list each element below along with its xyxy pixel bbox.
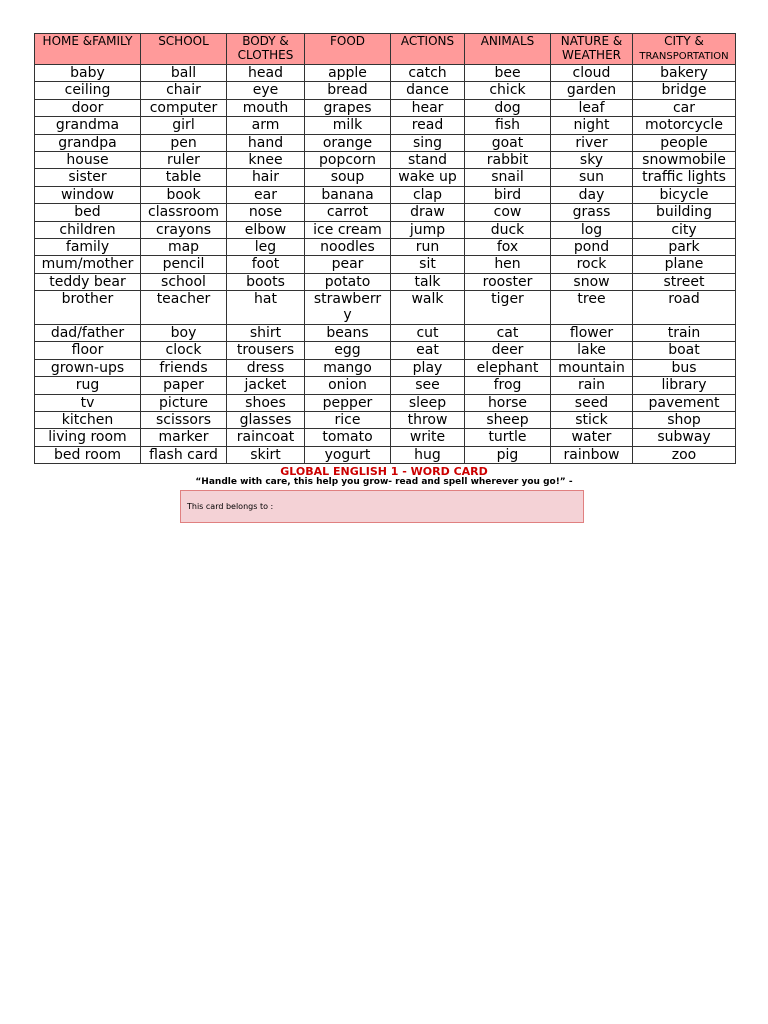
table-row [35, 377, 736, 394]
table-row [35, 169, 736, 186]
owner-label: This card belongs to : [187, 502, 274, 511]
word-cell: noodles [305, 238, 391, 255]
word-cell: cut [391, 325, 465, 342]
word-cell: family [35, 238, 141, 255]
word-cell: sit [391, 256, 465, 273]
word-cell: arm [227, 117, 305, 134]
word-cell: baby [35, 65, 141, 82]
word-cell: chair [141, 82, 227, 99]
word-cell: clock [141, 342, 227, 359]
word-cell: seed [551, 394, 633, 411]
word-cell: elephant [465, 359, 551, 376]
column-header-school [141, 34, 227, 65]
column-header-label: FOOD [329, 34, 366, 48]
word-list-table [34, 33, 736, 464]
word-cell: river [551, 134, 633, 151]
header-row [35, 34, 736, 65]
table-row [35, 325, 736, 342]
table-row [35, 342, 736, 359]
word-cell: see [391, 377, 465, 394]
word-cell: raincoat [227, 429, 305, 446]
word-cell: pear [305, 256, 391, 273]
word-cell: mum/mother [35, 256, 141, 273]
table-row [35, 134, 736, 151]
word-cell: bridge [633, 82, 736, 99]
column-header-label-line2: CLOTHES [237, 48, 294, 62]
word-cell: map [141, 238, 227, 255]
word-cell: subway [633, 429, 736, 446]
word-cell: onion [305, 377, 391, 394]
word-cell: hug [391, 446, 465, 463]
word-cell: eye [227, 82, 305, 99]
column-header-home-family [35, 34, 141, 65]
word-cell: house [35, 151, 141, 168]
word-cell: computer [141, 99, 227, 116]
word-cell: mango [305, 359, 391, 376]
column-header-label-line2: WEATHER [562, 48, 621, 62]
word-cell: rice [305, 412, 391, 429]
word-cell: window [35, 186, 141, 203]
card-quote: “Handle with care, this help you grow- read and spell wherever you go!” - [195, 477, 573, 487]
word-cell: ice cream [305, 221, 391, 238]
word-cell: lake [551, 342, 633, 359]
word-cell: girl [141, 117, 227, 134]
word-cell: potato [305, 273, 391, 290]
word-list-body [35, 65, 736, 464]
word-cell: city [633, 221, 736, 238]
column-header-label-line1: CITY & [664, 34, 704, 48]
column-header-label: ANIMALS [480, 34, 535, 48]
word-cell: book [141, 186, 227, 203]
word-cell: plane [633, 256, 736, 273]
word-cell: park [633, 238, 736, 255]
word-cell: bee [465, 65, 551, 82]
word-cell: wake up [391, 169, 465, 186]
word-cell: hand [227, 134, 305, 151]
word-cell: door [35, 99, 141, 116]
word-cell: sleep [391, 394, 465, 411]
word-cell: clap [391, 186, 465, 203]
word-cell: log [551, 221, 633, 238]
word-cell: bed [35, 204, 141, 221]
word-cell: dad/father [35, 325, 141, 342]
word-cell: night [551, 117, 633, 134]
table-row [35, 117, 736, 134]
word-cell: stand [391, 151, 465, 168]
word-cell: bicycle [633, 186, 736, 203]
word-cell: people [633, 134, 736, 151]
word-cell: sheep [465, 412, 551, 429]
word-cell: dress [227, 359, 305, 376]
table-row [35, 359, 736, 376]
word-cell: picture [141, 394, 227, 411]
column-header-label: HOME &FAMILY [42, 34, 133, 48]
word-cell: soup [305, 169, 391, 186]
word-cell: snowmobile [633, 151, 736, 168]
word-cell: ball [141, 65, 227, 82]
word-cell: bus [633, 359, 736, 376]
word-cell: read [391, 117, 465, 134]
word-cell: stick [551, 412, 633, 429]
word-cell: dog [465, 99, 551, 116]
word-cell: apple [305, 65, 391, 82]
word-cell: motorcycle [633, 117, 736, 134]
word-cell: grandma [35, 117, 141, 134]
word-cell: frog [465, 377, 551, 394]
table-row [35, 204, 736, 221]
word-cell: pig [465, 446, 551, 463]
word-cell: elbow [227, 221, 305, 238]
word-cell: sky [551, 151, 633, 168]
column-header-animals [465, 34, 551, 65]
word-cell: bread [305, 82, 391, 99]
word-cell: grass [551, 204, 633, 221]
word-cell: play [391, 359, 465, 376]
column-header-label: SCHOOL [158, 34, 209, 48]
word-cell: kitchen [35, 412, 141, 429]
table-row [35, 429, 736, 446]
table-row [35, 238, 736, 255]
word-cell: popcorn [305, 151, 391, 168]
word-cell: boy [141, 325, 227, 342]
column-header-food [305, 34, 391, 65]
column-header-label-line1: BODY & [242, 34, 289, 48]
word-cell: cat [465, 325, 551, 342]
word-cell: street [633, 273, 736, 290]
word-cell: pepper [305, 394, 391, 411]
word-cell: ruler [141, 151, 227, 168]
word-cell: write [391, 429, 465, 446]
word-cell: jump [391, 221, 465, 238]
table-row [35, 99, 736, 116]
column-header-body-clothes [227, 34, 305, 65]
word-cell: egg [305, 342, 391, 359]
word-cell: skirt [227, 446, 305, 463]
word-cell: school [141, 273, 227, 290]
table-row [35, 151, 736, 168]
word-cell: snow [551, 273, 633, 290]
word-cell: draw [391, 204, 465, 221]
word-cell: rooster [465, 273, 551, 290]
word-cell: head [227, 65, 305, 82]
word-cell: grown-ups [35, 359, 141, 376]
table-row [35, 82, 736, 99]
column-header-label: ACTIONS [400, 34, 455, 48]
word-cell: carrot [305, 204, 391, 221]
word-cell: pencil [141, 256, 227, 273]
word-cell: shirt [227, 325, 305, 342]
word-cell: garden [551, 82, 633, 99]
word-cell: tree [551, 291, 633, 325]
word-cell: teacher [141, 291, 227, 325]
word-cell: snail [465, 169, 551, 186]
word-cell: pen [141, 134, 227, 151]
word-cell: hat [227, 291, 305, 325]
word-cell: cloud [551, 65, 633, 82]
word-cell: ear [227, 186, 305, 203]
word-cell: marker [141, 429, 227, 446]
table-row [35, 65, 736, 82]
word-cell: road [633, 291, 736, 325]
word-cell: brother [35, 291, 141, 325]
word-cell: run [391, 238, 465, 255]
word-cell: rug [35, 377, 141, 394]
table-row [35, 273, 736, 290]
word-cell: pond [551, 238, 633, 255]
word-cell: tv [35, 394, 141, 411]
word-cell: leg [227, 238, 305, 255]
word-cell: pavement [633, 394, 736, 411]
table-row [35, 394, 736, 411]
word-cell: teddy bear [35, 273, 141, 290]
word-cell: traffic lights [633, 169, 736, 186]
table-row [35, 256, 736, 273]
word-cell: bakery [633, 65, 736, 82]
word-cell: rabbit [465, 151, 551, 168]
word-cell: crayons [141, 221, 227, 238]
word-cell: shoes [227, 394, 305, 411]
word-cell: hair [227, 169, 305, 186]
word-cell: deer [465, 342, 551, 359]
word-cell: horse [465, 394, 551, 411]
word-cell: banana [305, 186, 391, 203]
word-cell: chick [465, 82, 551, 99]
word-cell: tiger [465, 291, 551, 325]
word-cell: strawberr y [305, 291, 391, 325]
word-cell: flash card [141, 446, 227, 463]
word-cell: dance [391, 82, 465, 99]
word-cell: throw [391, 412, 465, 429]
word-cell: grapes [305, 99, 391, 116]
word-cell: library [633, 377, 736, 394]
word-cell: table [141, 169, 227, 186]
word-cell: mountain [551, 359, 633, 376]
word-cell: building [633, 204, 736, 221]
column-header-label-line2: TRANSPORTATION [639, 51, 729, 62]
word-cell: children [35, 221, 141, 238]
word-cell: trousers [227, 342, 305, 359]
word-cell: foot [227, 256, 305, 273]
word-cell: rainbow [551, 446, 633, 463]
word-cell: rock [551, 256, 633, 273]
table-row [35, 412, 736, 429]
word-cell: friends [141, 359, 227, 376]
column-header-actions [391, 34, 465, 65]
word-cell: nose [227, 204, 305, 221]
word-cell: talk [391, 273, 465, 290]
column-header-nature-weather [551, 34, 633, 65]
word-cell: zoo [633, 446, 736, 463]
word-cell: water [551, 429, 633, 446]
word-cell: duck [465, 221, 551, 238]
word-cell: sing [391, 134, 465, 151]
word-cell: milk [305, 117, 391, 134]
word-cell: cow [465, 204, 551, 221]
table-row [35, 291, 736, 325]
word-cell: walk [391, 291, 465, 325]
word-cell: ceiling [35, 82, 141, 99]
word-cell: bird [465, 186, 551, 203]
column-header-label-line1: NATURE & [560, 34, 623, 48]
word-cell: grandpa [35, 134, 141, 151]
card-title: GLOBAL ENGLISH 1 - WORD CARD [280, 465, 488, 478]
word-cell: beans [305, 325, 391, 342]
word-cell: yogurt [305, 446, 391, 463]
word-cell: fish [465, 117, 551, 134]
word-cell: classroom [141, 204, 227, 221]
table-row [35, 446, 736, 463]
word-cell: train [633, 325, 736, 342]
word-cell: jacket [227, 377, 305, 394]
word-cell: rain [551, 377, 633, 394]
word-cell: fox [465, 238, 551, 255]
word-cell: bed room [35, 446, 141, 463]
word-cell: flower [551, 325, 633, 342]
word-cell: sister [35, 169, 141, 186]
owner-name-box[interactable] [180, 490, 584, 523]
word-cell: day [551, 186, 633, 203]
word-cell: turtle [465, 429, 551, 446]
word-cell: paper [141, 377, 227, 394]
word-cell: leaf [551, 99, 633, 116]
table-row [35, 221, 736, 238]
word-cell: car [633, 99, 736, 116]
word-cell: boots [227, 273, 305, 290]
word-cell: scissors [141, 412, 227, 429]
word-cell: hen [465, 256, 551, 273]
word-cell: hear [391, 99, 465, 116]
word-cell: tomato [305, 429, 391, 446]
word-cell: boat [633, 342, 736, 359]
word-cell: orange [305, 134, 391, 151]
word-cell: goat [465, 134, 551, 151]
table-row [35, 186, 736, 203]
word-cell: shop [633, 412, 736, 429]
word-cell: eat [391, 342, 465, 359]
word-cell: sun [551, 169, 633, 186]
word-cell: catch [391, 65, 465, 82]
column-header-city-transportation [633, 34, 736, 65]
word-cell: knee [227, 151, 305, 168]
word-cell: living room [35, 429, 141, 446]
word-cell: glasses [227, 412, 305, 429]
word-cell: mouth [227, 99, 305, 116]
word-cell: floor [35, 342, 141, 359]
